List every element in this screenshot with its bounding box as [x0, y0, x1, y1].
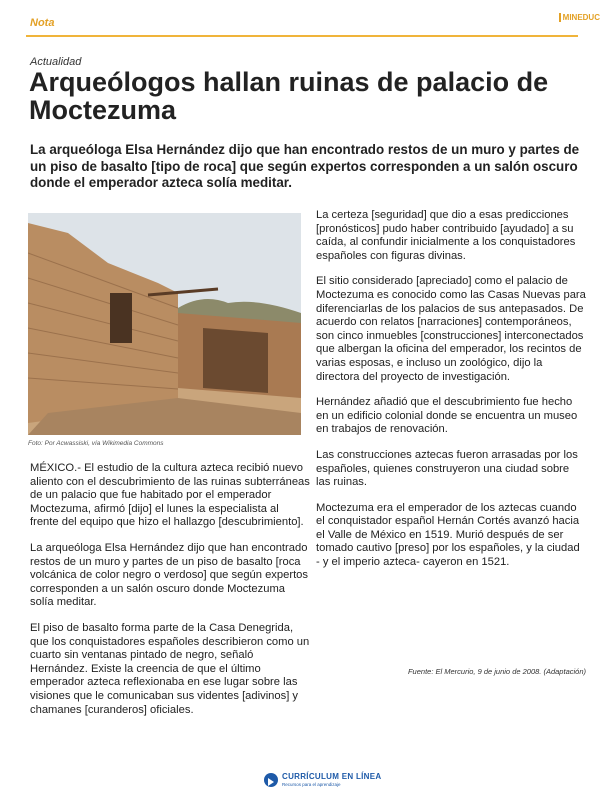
header-rule: [26, 35, 578, 37]
article-title: Arqueólogos hallan ruinas de palacio de Moctezuma: [29, 67, 549, 125]
right-column: [316, 209, 586, 582]
paragraph: MÉXICO.- El estudio de la cultura azteca recibió nuevo aliento con el descubrimiento de las ruinas subterráneas de un palacio que fue habitado por el emperador Moctezuma, afirmó [dijo] el lunes la especialista al frente del equipo que hizo el hallazgo [descubrimiento].: [30, 462, 310, 529]
ruins-photo: [28, 213, 301, 435]
paragraph: Moctezuma era el emperador de los aztecas cuando el conquistador español Hernán Cortés avanzó hacia el Valle de México en 1519. Murió después de ser tomado cautivo [preso] por los españoles, y la ciudad - y el imperio azteca- cayeron en 1521.: [316, 501, 580, 569]
top-bar: [0, 0, 600, 40]
curriculum-logo[interactable]: [264, 771, 384, 791]
paragraph: Hernández añadió que el descubrimiento fue hecho en un edificio colonial donde se encuentra un museo en trabajos de renovación.: [316, 396, 578, 436]
paragraph: La arqueóloga Elsa Hernández dijo que han encontrado restos de un muro y partes de un piso de basalto [roca volcánica de color negro o verdoso] que según expertos corresponden a un salón oscuro donde Moctezuma solía meditar.: [30, 541, 308, 609]
paragraph: El piso de basalto forma parte de la Casa Denegrida, que los conquistadores españoles describieron como un cuarto sin ventanas pintado de negro, señaló Hernández. Existe la creencia de que el último emperador azteca reflexionaba en ese lugar sobre las visiones que le comunicaban sus videntes [adivinos] y chamanes [curanderos] oficiales.: [30, 621, 310, 716]
source-citation: Fuente: El Mercurio, 9 de junio de 2008. (Adaptación): [407, 667, 586, 676]
paragraph: Las construcciones aztecas fueron arrasadas por los españoles, quienes construyeron una ciudad sobre las ruinas.: [316, 448, 578, 489]
section-tag: Nota: [30, 17, 55, 29]
category-label: Actualidad: [30, 56, 82, 68]
play-circle-icon: [264, 773, 278, 787]
logo-name: CURRÍCULUM EN LÍNEA: [282, 772, 382, 781]
ruins-illustration: [28, 213, 301, 435]
paragraph: La certeza [seguridad] que dio a esas predicciones [pronósticos] pudo haber contribuido [ayudado] a su caída, al confundir inicialmente a los conquistadores españoles con figuras divinas.: [316, 209, 576, 262]
photo-caption: Foto: Por Acwassiski, vía Wikimedia Commons: [28, 440, 164, 447]
paragraph: El sitio considerado [apreciado] como el palacio de Moctezuma es conocido como las Casas Nuevas para diferenciarlas de los palacios de sus antepasados. De acuerdo con relatos [narraciones] contemporáneos, son cinco inmuebles [construcciones] interconectados que albergan la oficina del emperador, los recintos de varias esposas, e incluso un zoológico, dijo la directora del proyecto de investigación.: [316, 275, 586, 383]
corner-mark: MINEDUC: [559, 13, 600, 22]
article-lead: La arqueóloga Elsa Hernández dijo que han encontrado restos de un muro y partes de un piso de basalto [tipo de roca] que según expertos corresponden a un salón oscuro donde el emperador azteca solía meditar.: [30, 142, 580, 190]
left-column: [30, 462, 310, 729]
logo-subtitle: Recursos para el aprendizaje: [282, 782, 341, 787]
